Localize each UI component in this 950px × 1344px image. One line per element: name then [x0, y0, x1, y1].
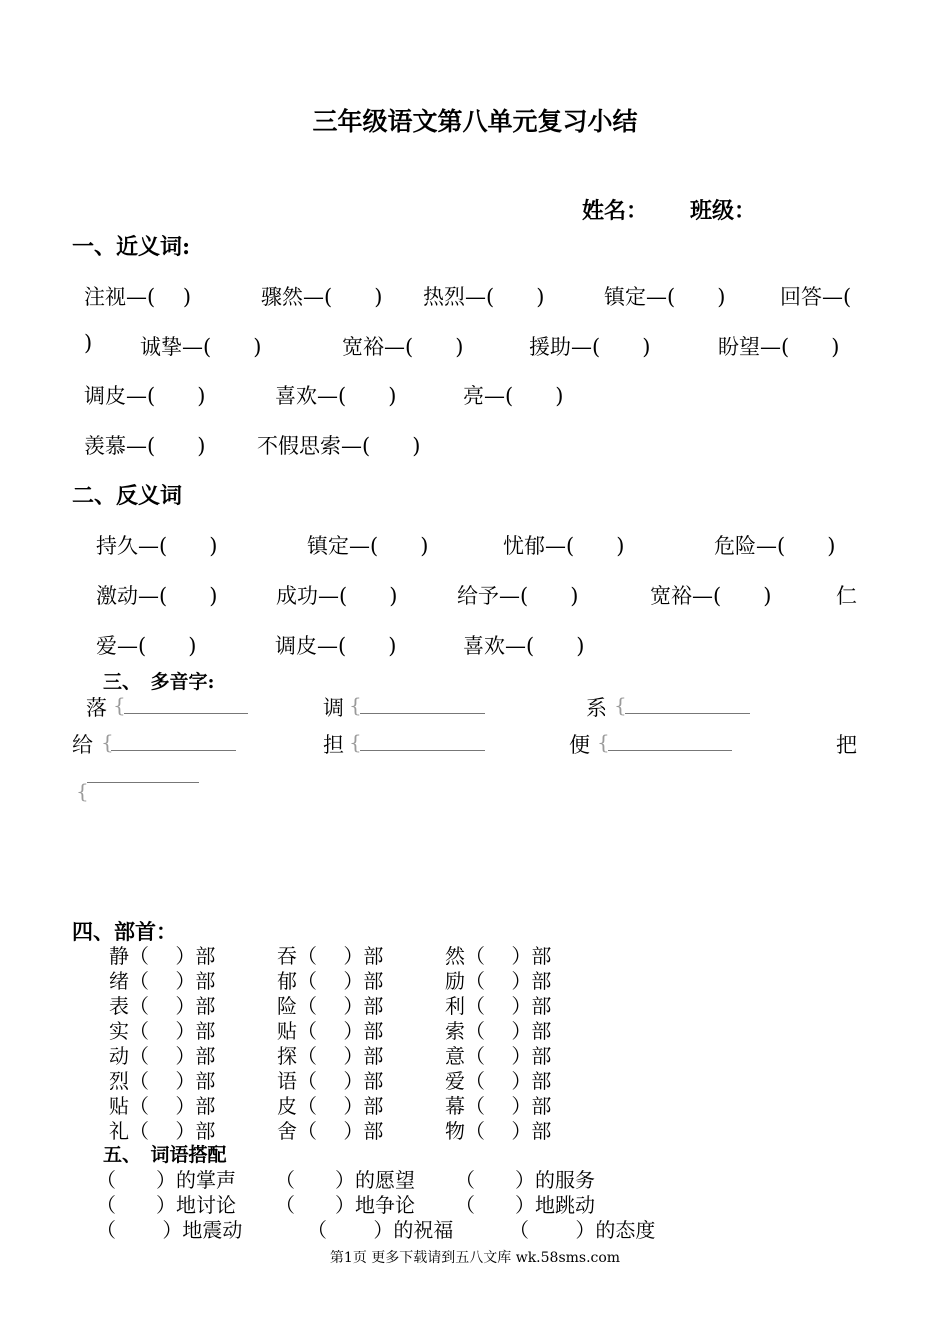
polyphone-char: 担	[323, 733, 344, 757]
antonym-item: 调皮—( )	[275, 634, 397, 658]
antonym-item: 成功—( )	[276, 584, 398, 608]
synonym-item: 援助—( )	[529, 335, 651, 359]
synonym-item: 调皮—( )	[84, 384, 206, 408]
collocation-item: （ ）的祝福	[307, 1218, 454, 1242]
antonym-item: 给予—( )	[457, 584, 579, 608]
antonym-item: 喜欢—( )	[463, 634, 585, 658]
synonym-item: )	[84, 331, 93, 355]
answer-line	[360, 750, 485, 751]
brace-mark: {	[101, 730, 114, 754]
collocation-item: （ ）地跳动	[455, 1193, 595, 1217]
class-label: 班级：	[690, 198, 757, 224]
radical-item: 实（ ）部	[109, 1019, 216, 1043]
synonym-item: 诚挚—( )	[140, 335, 262, 359]
answer-line	[124, 713, 248, 714]
antonym-item: 仁	[836, 584, 857, 608]
section-synonyms-heading: 一、近义词:	[72, 234, 191, 260]
collocation-item: （ ）地讨论	[96, 1193, 236, 1217]
antonym-item: 爱—( )	[96, 634, 197, 658]
antonym-item: 激动—( )	[96, 584, 218, 608]
radical-item: 探（ ）部	[277, 1044, 384, 1068]
polyphone-char: 落	[86, 696, 107, 720]
radical-item: 舍（ ）部	[277, 1119, 384, 1143]
polyphone-char: 给	[72, 733, 93, 757]
collocation-item: （ ）的愿望	[275, 1168, 415, 1192]
synonym-item: 喜欢—( )	[275, 384, 397, 408]
section-radicals-heading: 四、部首：	[72, 919, 177, 944]
brace-mark: {	[76, 779, 89, 803]
page-title: 三年级语文第八单元复习小结	[312, 107, 638, 136]
synonym-item: 亮—( )	[463, 384, 564, 408]
polyphone-char: 调	[323, 696, 344, 720]
collocation-item: （ ）的服务	[455, 1168, 595, 1192]
radical-item: 礼（ ）部	[109, 1119, 216, 1143]
brace-mark: {	[349, 693, 362, 717]
answer-line	[608, 750, 732, 751]
synonym-item: 不假思索—( )	[257, 434, 421, 458]
radical-item: 索（ ）部	[445, 1019, 552, 1043]
radical-item: 物（ ）部	[445, 1119, 552, 1143]
brace-mark: {	[113, 693, 126, 717]
answer-line	[625, 713, 750, 714]
synonym-item: 热烈—( )	[423, 285, 545, 309]
radical-item: 利（ ）部	[445, 994, 552, 1018]
antonym-item: 危险—( )	[714, 534, 836, 558]
synonym-item: 羡慕—( )	[84, 434, 206, 458]
section-polyphones-heading: 三、 多音字:	[103, 671, 215, 693]
polyphone-char: 系	[586, 696, 607, 720]
radical-item: 意（ ）部	[445, 1044, 552, 1068]
brace-mark: {	[349, 730, 362, 754]
synonym-item: 宽裕—( )	[342, 335, 464, 359]
radical-item: 吞（ ）部	[277, 944, 384, 968]
polyphone-char: 便	[569, 733, 590, 757]
section-collocation-heading: 五、 词语搭配	[103, 1144, 227, 1166]
synonym-item: 盼望—( )	[718, 335, 840, 359]
radical-item: 静（ ）部	[109, 944, 216, 968]
radical-item: 动（ ）部	[109, 1044, 216, 1068]
radical-item: 励（ ）部	[445, 969, 552, 993]
radical-item: 郁（ ）部	[277, 969, 384, 993]
page-footer: 第1页 更多下载请到五八文库 wk.58sms.com	[329, 1250, 621, 1266]
radical-item: 贴（ ）部	[277, 1019, 384, 1043]
answer-line	[360, 713, 485, 714]
radical-item: 表（ ）部	[109, 994, 216, 1018]
brace-mark: {	[614, 693, 627, 717]
radical-item: 爱（ ）部	[445, 1069, 552, 1093]
synonym-item: 镇定—( )	[604, 285, 726, 309]
section-antonyms-heading: 二、反义词	[72, 483, 183, 509]
collocation-item: （ ）的掌声	[96, 1168, 236, 1192]
collocation-item: （ ）地争论	[275, 1193, 415, 1217]
answer-line	[87, 782, 199, 783]
radical-item: 然（ ）部	[445, 944, 552, 968]
radical-item: 皮（ ）部	[277, 1094, 384, 1118]
radical-item: 绪（ ）部	[109, 969, 216, 993]
polyphone-char: 把	[836, 733, 857, 757]
antonym-item: 宽裕—( )	[650, 584, 772, 608]
brace-mark: {	[597, 730, 610, 754]
radical-item: 烈（ ）部	[109, 1069, 216, 1093]
radical-item: 贴（ ）部	[109, 1094, 216, 1118]
synonym-item: 回答—(	[780, 285, 852, 309]
antonym-item: 持久—( )	[96, 534, 218, 558]
synonym-item: 骤然—( )	[261, 285, 383, 309]
synonym-item: 注视—( )	[84, 285, 192, 309]
radical-item: 险（ ）部	[277, 994, 384, 1018]
name-label: 姓名：	[582, 198, 649, 224]
radical-item: 幕（ ）部	[445, 1094, 552, 1118]
collocation-item: （ ）的态度	[509, 1218, 656, 1242]
antonym-item: 镇定—( )	[307, 534, 429, 558]
radical-item: 语（ ）部	[277, 1069, 384, 1093]
collocation-item: （ ）地震动	[96, 1218, 243, 1242]
antonym-item: 忧郁—( )	[503, 534, 625, 558]
answer-line	[111, 750, 236, 751]
